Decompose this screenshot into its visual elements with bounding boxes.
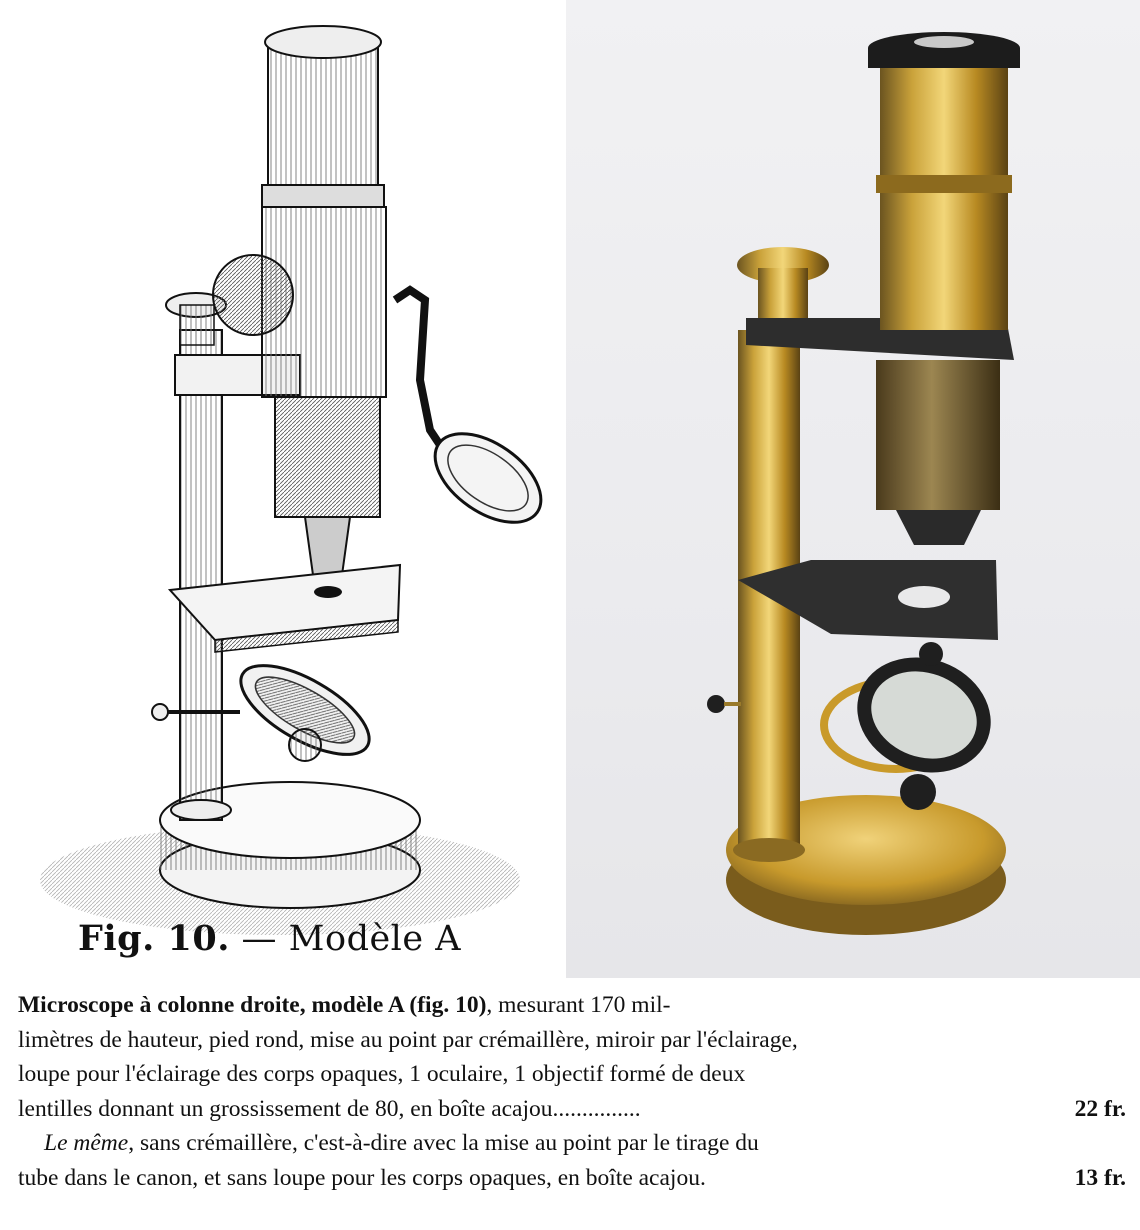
loupe-arm	[395, 290, 440, 445]
figure-model-name: Modèle A	[288, 919, 461, 959]
item1-line4	[18, 1092, 1126, 1127]
item1-line1	[18, 988, 1126, 1023]
item2-line2-text: tube dans le canon, et sans loupe pour les corps opaques, en boîte acajou.	[18, 1164, 706, 1191]
catalog-description	[18, 988, 1126, 1195]
item2-italic: Le même	[44, 1130, 129, 1156]
item2-line2	[18, 1161, 1126, 1196]
item1-line1-text: , mesurant 170 mil-	[486, 992, 671, 1018]
item2-price: 13 fr.	[1074, 1164, 1126, 1191]
item2-line1	[18, 1126, 1126, 1161]
mirror-knob	[152, 704, 168, 720]
item1-line2	[18, 1023, 1126, 1058]
engraved-microscope	[0, 0, 566, 978]
figure-number: Fig. 10.	[78, 918, 230, 959]
item1-line2-text: limètres de hauteur, pied rond, mise au point par crémaillère, miroir par l'éclairage,	[18, 1026, 798, 1053]
item1-line4-text: lentilles donnant un grossissement de 80, en boîte acajou...............	[18, 1095, 641, 1122]
stage-aperture	[314, 586, 342, 598]
item1-line3	[18, 1057, 1126, 1092]
caption-separator: —	[229, 919, 289, 959]
item2-line1-text: , sans crémaillère, c'est-à-dire avec la mise au point par le tirage du	[128, 1130, 759, 1156]
focus-wheel	[213, 255, 293, 335]
photo-eyepiece-tube	[880, 60, 1008, 330]
pillar	[180, 330, 222, 820]
brass-microscope	[566, 0, 1140, 978]
lower-tube	[275, 397, 380, 517]
objective	[305, 517, 350, 575]
loupe	[419, 416, 556, 541]
microscope-photo	[566, 0, 1140, 978]
photo-mirror-knob	[707, 695, 725, 713]
photo-lower-tube	[876, 360, 1000, 510]
item1-line3-text: loupe pour l'éclairage des corps opaques, 1 oculaire, 1 objectif formé de deux	[18, 1061, 746, 1087]
engraving-illustration	[0, 0, 566, 978]
photo-stage-aperture	[898, 586, 950, 608]
figure-caption	[78, 918, 461, 959]
photo-objective	[896, 510, 981, 545]
eyepiece-tube	[268, 40, 378, 190]
item1-price: 22 fr.	[1074, 1095, 1126, 1122]
eyepiece-cap	[265, 26, 381, 58]
item1-title: Microscope à colonne droite, modèle A (fig. 10)	[18, 992, 487, 1018]
